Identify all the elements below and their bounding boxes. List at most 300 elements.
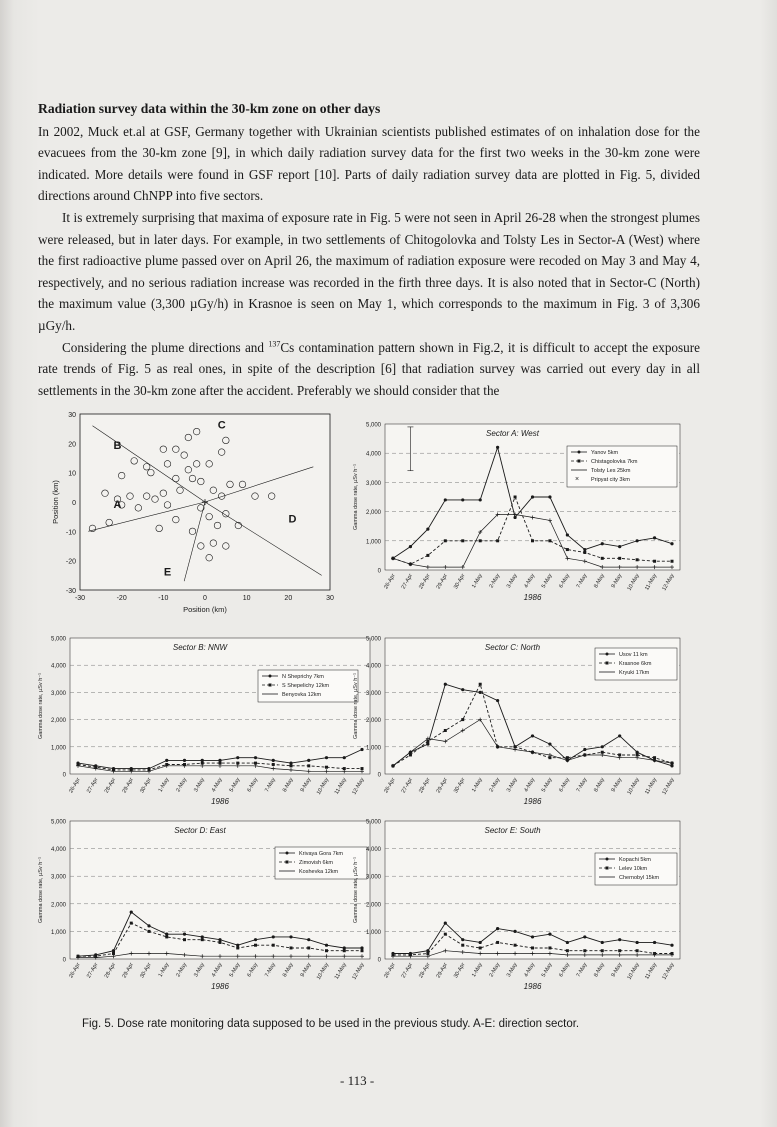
data-point bbox=[601, 542, 604, 545]
ytick-label: 4,000 bbox=[365, 451, 381, 458]
ytick-label: 4,000 bbox=[50, 663, 66, 670]
data-point bbox=[444, 933, 447, 936]
data-point bbox=[601, 949, 604, 952]
xtick-label: 28-Apr bbox=[418, 777, 432, 795]
legend-entry: Krivaya Gora 7km bbox=[299, 851, 344, 857]
xtick-label: 12-May bbox=[351, 962, 366, 981]
data-point bbox=[548, 933, 551, 936]
xtick-label: 8-May bbox=[593, 573, 606, 590]
data-point bbox=[254, 938, 257, 941]
data-point bbox=[566, 949, 569, 952]
ytick-label: 2,000 bbox=[365, 510, 381, 517]
xtick-label: 26-Apr bbox=[383, 962, 397, 980]
data-point bbox=[496, 446, 499, 449]
data-point bbox=[461, 718, 464, 721]
legend-entry: Krasnoe 6km bbox=[619, 661, 652, 667]
data-point bbox=[653, 941, 656, 944]
data-point bbox=[165, 759, 168, 762]
data-point bbox=[636, 949, 639, 952]
xtick-label: 8-May bbox=[281, 962, 295, 979]
data-point bbox=[426, 528, 429, 531]
sector-label-c: C bbox=[217, 419, 226, 432]
text-block bbox=[38, 98, 700, 401]
xtick-label: 11-May bbox=[333, 962, 348, 981]
ytick-label: 3,000 bbox=[50, 690, 66, 697]
data-point bbox=[254, 756, 257, 759]
data-point bbox=[307, 946, 310, 949]
data-point bbox=[444, 729, 447, 732]
xtick-label: 1-May bbox=[471, 573, 484, 590]
data-point bbox=[566, 941, 569, 944]
xtick-label: 29-Apr bbox=[435, 573, 450, 591]
data-point bbox=[618, 949, 621, 952]
figure-5-svg bbox=[40, 408, 690, 998]
ytick-label: 0 bbox=[377, 772, 381, 779]
legend-entry: Lelev 10km bbox=[619, 866, 648, 872]
paragraph-2: It is extremely surprising that maxima of exposure rate in Fig. 5 were not seen in April 26-28 when the strongest plumes were released, but in later days. For example, in two settlements of Chitogolovka and Tolsty Les in Sector-A (West) where the first radioactive plume passed over on April 26, the maximum of radiation exposure were recoded on May 3 and May 4, respectively, and no serious radiation increase was recorded in the firth three days. It is also noted that in Sector-C (North) the maximum value (3,300 µGy/h) in Krasnoe is seen on May 1, which corresponds to the maximum in Fig. 3 of 3,306 µGy/h. bbox=[38, 209, 700, 333]
map-xtick-label: 30 bbox=[326, 595, 334, 602]
sector-chart-panel bbox=[38, 637, 370, 807]
xtick-label: 1-May bbox=[471, 962, 484, 979]
xtick-label: 4-May bbox=[523, 573, 537, 590]
sector-map bbox=[51, 412, 334, 614]
map-xtick-label: -20 bbox=[116, 595, 127, 602]
xtick-label: 12-May bbox=[661, 777, 676, 796]
data-point bbox=[201, 759, 204, 762]
xtick-label: 1-May bbox=[471, 777, 484, 794]
paragraph-3 bbox=[38, 337, 700, 402]
legend-entry: Benyovka 12km bbox=[282, 692, 322, 698]
xtick-label: 29-Apr bbox=[121, 777, 135, 795]
data-point bbox=[254, 944, 257, 947]
data-point bbox=[461, 938, 464, 941]
xtick-label: 3-May bbox=[193, 777, 206, 794]
data-point bbox=[444, 922, 447, 925]
data-point bbox=[531, 946, 534, 949]
legend-entry: Tolsty Les 25km bbox=[591, 468, 631, 474]
data-point bbox=[426, 554, 429, 557]
xtick-label: 5-May bbox=[540, 962, 554, 979]
data-point bbox=[290, 764, 293, 767]
data-point bbox=[201, 935, 204, 938]
ytick-label: 1,000 bbox=[50, 745, 66, 752]
sector-chart-panel bbox=[353, 820, 680, 992]
xtick-label: 3-May bbox=[193, 962, 206, 979]
data-point bbox=[653, 560, 656, 563]
map-ytick-label: 0 bbox=[72, 500, 76, 507]
data-point bbox=[360, 946, 363, 949]
data-point bbox=[583, 551, 586, 554]
xtick-label: 5-May bbox=[540, 777, 554, 794]
xtick-label: 9-May bbox=[299, 777, 313, 794]
data-point bbox=[307, 764, 310, 767]
xtick-label: 11-May bbox=[644, 777, 659, 796]
xtick-label: 4-May bbox=[523, 777, 537, 794]
data-point bbox=[325, 949, 328, 952]
data-point bbox=[583, 949, 586, 952]
data-point bbox=[361, 949, 364, 952]
data-point bbox=[548, 946, 551, 949]
legend-entry: Chistagolovka 7km bbox=[591, 459, 638, 465]
page-number: - 113 - bbox=[340, 1073, 375, 1088]
xtick-label: 9-May bbox=[299, 962, 313, 979]
map-xtick-label: 0 bbox=[203, 595, 207, 602]
xtick-label: 9-May bbox=[610, 777, 624, 794]
ytick-label: 2,000 bbox=[365, 718, 381, 725]
xtick-label: 6-May bbox=[558, 962, 572, 979]
xtick-label: 3-May bbox=[505, 777, 519, 794]
data-point bbox=[653, 536, 656, 539]
xtick-label: 7-May bbox=[575, 573, 589, 590]
legend-marker bbox=[578, 451, 581, 454]
xtick-label: 29-Apr bbox=[121, 962, 135, 980]
xtick-label: 26-Apr bbox=[68, 962, 82, 980]
xtick-label: 30-Apr bbox=[453, 777, 467, 795]
chart-title: Sector A: West bbox=[486, 429, 539, 438]
xtick-label: 11-May bbox=[333, 777, 348, 796]
legend-entry: N Sheprichy 7km bbox=[282, 674, 324, 680]
data-point bbox=[201, 938, 204, 941]
isotope-superscript: 137 bbox=[268, 339, 281, 349]
legend-marker bbox=[578, 460, 581, 463]
data-point bbox=[670, 944, 673, 947]
data-point bbox=[636, 941, 639, 944]
plot-area bbox=[70, 638, 370, 774]
ytick-label: 5,000 bbox=[50, 819, 66, 826]
data-point bbox=[409, 545, 412, 548]
xtick-label: 6-May bbox=[558, 573, 572, 590]
xtick-label: 12-May bbox=[661, 573, 676, 592]
figure-5 bbox=[40, 408, 690, 998]
xtick-label: 1-May bbox=[157, 777, 171, 794]
data-point bbox=[130, 910, 133, 913]
ytick-label: 2,000 bbox=[50, 902, 66, 909]
data-point bbox=[236, 946, 239, 949]
ytick-label: 3,000 bbox=[365, 480, 381, 487]
data-point bbox=[479, 498, 482, 501]
xtick-label: 4-May bbox=[210, 962, 224, 979]
data-point bbox=[601, 557, 604, 560]
xtick-label: 28-Apr bbox=[418, 962, 432, 980]
xtick-label: 6-May bbox=[246, 777, 260, 794]
data-point bbox=[219, 941, 222, 944]
data-point bbox=[479, 941, 482, 944]
data-point bbox=[531, 935, 534, 938]
data-point bbox=[307, 938, 310, 941]
legend-marker bbox=[606, 662, 609, 665]
xtick-label: 29-Apr bbox=[435, 777, 450, 795]
data-point bbox=[583, 748, 586, 751]
xtick-label: 9-May bbox=[610, 962, 624, 979]
legend-entry: Usov 11 km bbox=[619, 652, 648, 658]
data-point bbox=[183, 759, 186, 762]
map-xlabel: Position (km) bbox=[183, 605, 227, 614]
xtick-label: 8-May bbox=[593, 777, 606, 794]
xtick-label: 11-May bbox=[644, 962, 659, 981]
xtick-label: 8-May bbox=[593, 962, 606, 979]
data-point bbox=[325, 944, 328, 947]
ytick-label: 4,000 bbox=[365, 663, 381, 670]
xtick-label: 30-Apr bbox=[453, 962, 467, 980]
ytick-label: 1,000 bbox=[365, 745, 381, 752]
data-point bbox=[147, 924, 150, 927]
xtick-label: 28-Apr bbox=[103, 962, 118, 980]
xtick-label: 10-May bbox=[626, 777, 641, 796]
data-point bbox=[479, 683, 482, 686]
xtick-label: 6-May bbox=[246, 962, 260, 979]
xtick-label: 11-May bbox=[644, 573, 659, 592]
data-point bbox=[236, 756, 239, 759]
data-point bbox=[514, 944, 517, 947]
xtick-label: 30-Apr bbox=[453, 573, 467, 591]
data-point bbox=[531, 734, 534, 737]
legend-marker bbox=[269, 684, 272, 687]
xtick-label: 10-May bbox=[626, 573, 641, 592]
ytick-label: 0 bbox=[62, 957, 66, 964]
data-point bbox=[636, 539, 639, 542]
map-ytick-label: 20 bbox=[68, 441, 76, 449]
data-point bbox=[583, 548, 586, 551]
ytick-label: 1,000 bbox=[50, 929, 66, 936]
chart-xlabel: 1986 bbox=[211, 797, 229, 806]
data-point bbox=[496, 539, 499, 542]
xtick-label: 3-May bbox=[505, 962, 519, 979]
data-point bbox=[426, 742, 429, 745]
sector-chart-panel bbox=[353, 423, 680, 603]
chart-xlabel: 1986 bbox=[523, 982, 542, 991]
data-point bbox=[479, 946, 482, 949]
chart-title: Sector B: NNW bbox=[172, 643, 228, 652]
xtick-label: 10-May bbox=[315, 962, 331, 981]
data-point bbox=[183, 933, 186, 936]
data-point bbox=[566, 548, 569, 551]
data-point bbox=[218, 938, 221, 941]
data-point bbox=[531, 495, 534, 498]
map-ytick-label: -30 bbox=[65, 588, 76, 595]
xtick-label: 7-May bbox=[575, 777, 589, 794]
xtick-label: 7-May bbox=[264, 962, 277, 979]
ytick-label: 2,000 bbox=[50, 718, 66, 725]
data-point bbox=[618, 545, 621, 548]
data-point bbox=[343, 949, 346, 952]
xtick-label: 2-May bbox=[488, 962, 502, 979]
ytick-label: 3,000 bbox=[50, 874, 66, 881]
ytick-label: 1,000 bbox=[365, 539, 381, 546]
xtick-label: 26-Apr bbox=[383, 573, 397, 591]
ytick-label: 0 bbox=[62, 772, 66, 779]
legend-annotation: Pripyat city 3km bbox=[591, 477, 630, 483]
legend-marker bbox=[269, 675, 272, 678]
xtick-label: 26-Apr bbox=[68, 777, 82, 795]
map-ytick-label: 30 bbox=[68, 412, 76, 419]
xtick-label: 10-May bbox=[315, 777, 331, 796]
data-point bbox=[307, 759, 310, 762]
map-ytick-label: -20 bbox=[65, 558, 76, 566]
data-point bbox=[165, 933, 168, 936]
map-xtick-label: -30 bbox=[74, 595, 86, 602]
data-point bbox=[130, 922, 133, 925]
chart-ylabel: Gamma dose rate, µSv h⁻¹ bbox=[353, 464, 359, 530]
data-point bbox=[444, 683, 447, 686]
ytick-label: 3,000 bbox=[365, 690, 381, 697]
legend-marker: × bbox=[575, 476, 580, 483]
legend-marker bbox=[606, 867, 609, 870]
chart-title: Sector E: South bbox=[484, 826, 541, 835]
ytick-label: 0 bbox=[377, 957, 381, 964]
xtick-label: 8-May bbox=[281, 777, 295, 794]
data-point bbox=[289, 935, 292, 938]
legend-entry: Zimovish 6km bbox=[299, 860, 333, 866]
data-point bbox=[343, 756, 346, 759]
chart-xlabel: 1986 bbox=[523, 593, 542, 602]
xtick-label: 6-May bbox=[558, 777, 572, 794]
ytick-label: 1,000 bbox=[365, 929, 381, 936]
legend-entry: Kopachi 5km bbox=[619, 857, 651, 863]
data-point bbox=[566, 533, 569, 536]
xtick-label: 27-Apr bbox=[400, 962, 415, 980]
data-point bbox=[618, 557, 621, 560]
map-xtick-label: -10 bbox=[158, 595, 169, 602]
xtick-label: 3-May bbox=[505, 573, 519, 590]
ytick-label: 5,000 bbox=[50, 636, 66, 643]
xtick-label: 30-Apr bbox=[139, 962, 153, 980]
xtick-label: 27-Apr bbox=[400, 777, 415, 795]
data-point bbox=[531, 539, 534, 542]
sector-chart-panel bbox=[353, 637, 680, 807]
xtick-label: 7-May bbox=[264, 777, 277, 794]
data-point bbox=[461, 539, 464, 542]
data-point bbox=[618, 938, 621, 941]
sector-label-e: E bbox=[163, 566, 172, 579]
data-point bbox=[218, 759, 221, 762]
xtick-label: 10-May bbox=[626, 962, 641, 981]
data-point bbox=[461, 688, 464, 691]
paragraph-3-end: Cs contamination pattern shown in Fig.2, it is difficult to accept the exposure rate trends of Fig. 5 as real ones, in spite of the description [6] that radiation survey was carried out every day in all settlements in the 30-km zone after the accident. Preferably we should consider that the bbox=[38, 339, 701, 398]
legend-entry: Chernobyl 15km bbox=[619, 875, 660, 881]
data-point bbox=[636, 751, 639, 754]
chart-ylabel: Gamma dose rate, µSv h⁻¹ bbox=[353, 673, 359, 739]
sector-label-b: B bbox=[113, 440, 122, 453]
legend-marker bbox=[286, 852, 289, 855]
legend-marker bbox=[606, 653, 609, 656]
sector-chart-panel bbox=[38, 820, 370, 992]
xtick-label: 2-May bbox=[488, 573, 502, 590]
data-point bbox=[461, 498, 464, 501]
plant-marker: + bbox=[201, 495, 209, 509]
chart-ylabel: Gamma dose rate, µSv h⁻¹ bbox=[38, 673, 44, 739]
xtick-label: 12-May bbox=[661, 962, 676, 981]
data-point bbox=[289, 762, 292, 765]
ytick-label: 4,000 bbox=[50, 847, 66, 854]
data-point bbox=[671, 560, 674, 563]
xtick-label: 28-Apr bbox=[418, 573, 432, 591]
legend-entry: Yanov 5km bbox=[591, 450, 619, 456]
data-point bbox=[601, 941, 604, 944]
xtick-label: 5-May bbox=[228, 777, 242, 794]
data-point bbox=[272, 759, 275, 762]
ytick-label: 2,000 bbox=[365, 902, 381, 909]
chart-title: Sector D: East bbox=[174, 826, 226, 835]
ytick-label: 5,000 bbox=[365, 636, 381, 643]
map-ytick-label: 10 bbox=[68, 470, 76, 478]
data-point bbox=[479, 539, 482, 542]
chart-ylabel: Gamma dose rate, µSv h⁻¹ bbox=[353, 857, 359, 923]
xtick-label: 28-Apr bbox=[103, 777, 118, 795]
data-point bbox=[272, 944, 275, 947]
ytick-label: 5,000 bbox=[365, 422, 381, 429]
legend-marker bbox=[286, 861, 289, 864]
data-point bbox=[636, 558, 639, 561]
data-point bbox=[444, 498, 447, 501]
data-point bbox=[513, 930, 516, 933]
xtick-label: 2-May bbox=[488, 777, 502, 794]
figure-caption: Fig. 5. Dose rate monitoring data supposed to be used in the previous study. A-E: direction sector. bbox=[82, 1018, 580, 1030]
data-point bbox=[360, 748, 363, 751]
data-point bbox=[479, 691, 482, 694]
xtick-label: 5-May bbox=[228, 962, 242, 979]
section-title: Radiation survey data within the 30-km zone on other days bbox=[38, 101, 381, 116]
map-ylabel: Position (km) bbox=[51, 480, 60, 524]
xtick-label: 4-May bbox=[523, 962, 537, 979]
xtick-label: 2-May bbox=[175, 962, 189, 979]
data-point bbox=[183, 938, 186, 941]
chart-xlabel: 1986 bbox=[211, 982, 229, 991]
chart-xlabel: 1986 bbox=[523, 797, 542, 806]
map-xtick-label: 20 bbox=[284, 595, 293, 602]
data-point bbox=[548, 495, 551, 498]
xtick-label: 27-Apr bbox=[86, 777, 100, 795]
data-point bbox=[290, 946, 293, 949]
xtick-label: 26-Apr bbox=[383, 777, 397, 795]
data-point bbox=[272, 935, 275, 938]
chart-ylabel: Gamma dose rate, µSv h⁻¹ bbox=[38, 857, 44, 923]
data-point bbox=[444, 539, 447, 542]
xtick-label: 9-May bbox=[610, 573, 624, 590]
data-point bbox=[148, 930, 151, 933]
legend-marker bbox=[606, 858, 609, 861]
legend-entry: Kryuki 17km bbox=[619, 670, 650, 676]
ytick-label: 3,000 bbox=[365, 874, 381, 881]
data-point bbox=[236, 944, 239, 947]
data-point bbox=[583, 935, 586, 938]
data-point bbox=[343, 946, 346, 949]
xtick-label: 5-May bbox=[540, 573, 554, 590]
sector-label-d: D bbox=[288, 513, 297, 526]
legend-entry: S Shepelichy 12km bbox=[282, 683, 330, 689]
xtick-label: 29-Apr bbox=[435, 962, 450, 980]
ytick-label: 4,000 bbox=[365, 847, 381, 854]
ytick-label: 5,000 bbox=[365, 819, 381, 826]
data-point bbox=[272, 763, 275, 766]
data-point bbox=[496, 699, 499, 702]
xtick-label: 12-May bbox=[351, 777, 366, 796]
paragraph-3-start: Considering the plume directions and bbox=[62, 339, 269, 355]
xtick-label: 27-Apr bbox=[400, 573, 415, 591]
xtick-label: 27-Apr bbox=[86, 962, 100, 980]
ytick-label: 0 bbox=[377, 568, 381, 575]
xtick-label: 2-May bbox=[175, 777, 189, 794]
paragraph-1: In 2002, Muck et.al at GSF, Germany together with Ukrainian scientists published estimates of on inhalation dose for the evacuees from the 30-km zone [9], in which daily radiation survey data for the first two weeks in the 30-km zone were indicated. More details were found in GSF report [10]. Parts of daily radiation survey data are plotted in Fig. 5, divided directions around ChNPP into five sectors. bbox=[38, 123, 700, 204]
data-point bbox=[325, 766, 328, 769]
xtick-label: 7-May bbox=[575, 962, 589, 979]
legend-entry: Koshevka 12km bbox=[299, 869, 339, 875]
map-xtick-label: 10 bbox=[242, 595, 251, 602]
xtick-label: 30-Apr bbox=[139, 777, 153, 795]
sector-label-a: A bbox=[113, 498, 122, 511]
data-point bbox=[496, 941, 499, 944]
xtick-label: 4-May bbox=[210, 777, 224, 794]
xtick-label: 1-May bbox=[157, 962, 171, 979]
